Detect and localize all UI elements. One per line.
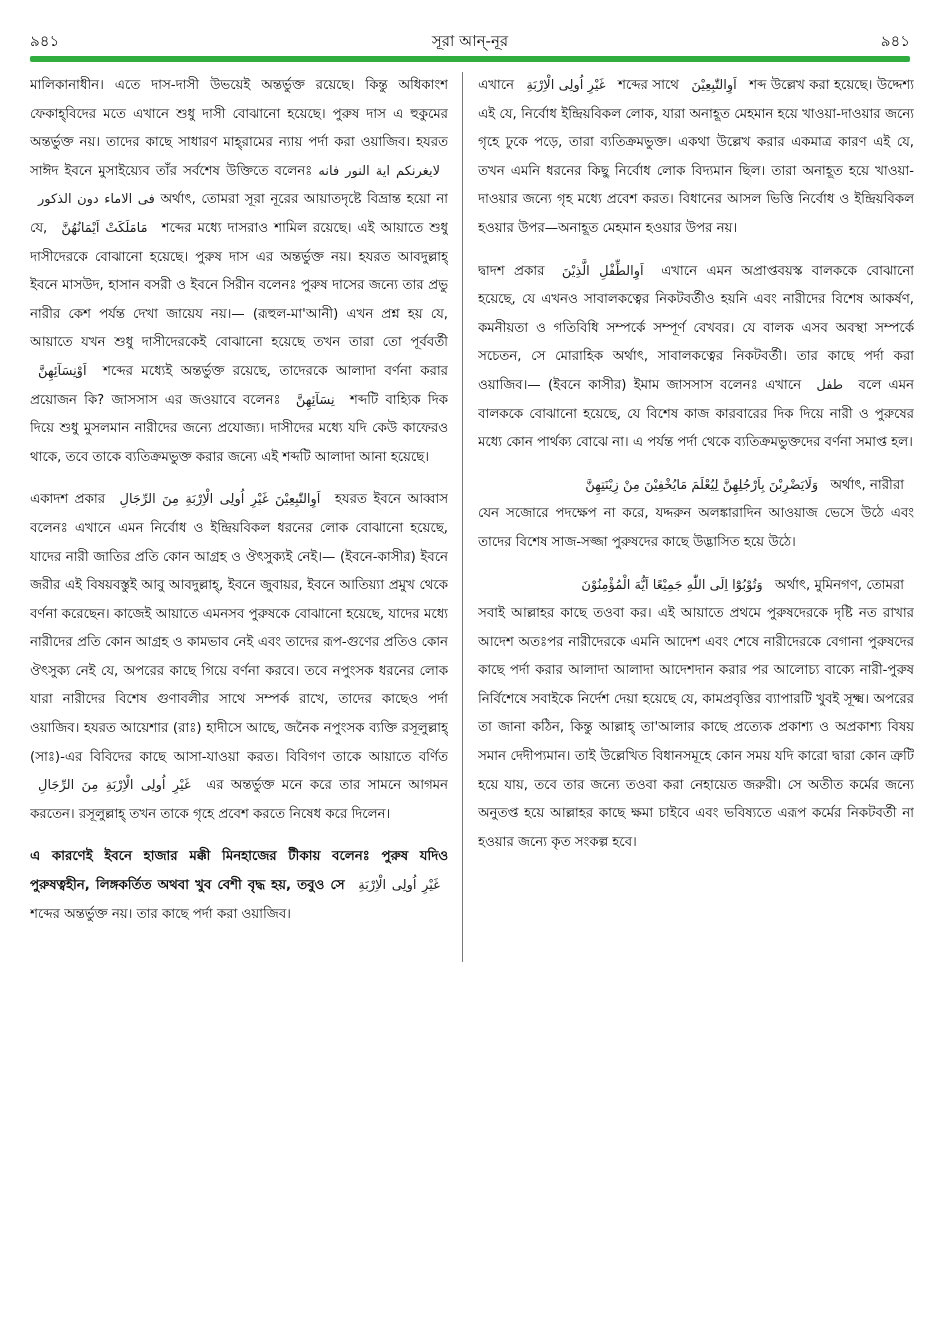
arabic-phrase: مَامَلَكَتْ اَيْمَانُهُنَّ	[61, 220, 148, 236]
arabic-phrase: لايغرنكم اية النور فانه فى الاماء دون الذكور	[38, 163, 440, 208]
arabic-phrase: غَيْرِ اُولِى الْاِرْبَةِ	[358, 878, 440, 894]
page-header	[30, 26, 910, 56]
arabic-phrase: غَيْرِ اُولِى الْاِرْبَةِ مِنَ الرِّجَالِ	[38, 778, 191, 794]
left-paragraph-3: এ কারণেই ইবনে হাজার মক্কী মিনহাজের টীকায় বলেনঃ পুরুষ যদিও পুরুষত্বহীন, লিঙ্গকর্তিত অথবা খুব বেশী বৃদ্ধ হয়, তবুও সে غَيْرِ اُولِى الْاِرْبَةِ শব্দের অন্তর্ভুক্ত নয়। তার কাছে পর্দা করা ওয়াজিব।	[30, 849, 448, 922]
right-paragraph-2: দ্বাদশ প্রকার اَوِالطِّفْلِ الَّذِيْنَ এখানে এমন অপ্রাপ্তবয়স্ক বালককে বোঝানো হয়েছে, যে এখনও সাবালকত্বের নিকটবর্তীও হয়নি এবং নারীদের বিশেষ আকর্ষণ, কমনীয়তা ও গতিবিধি সম্পর্কে সম্পূর্ণ বেখবর। যে বালক এসব অবস্থা সম্পর্কে সচেতন, সে মোরাহিক অর্থাৎ, সাবালকত্বের নিকটবর্তী। তার কাছে পর্দা করা ওয়াজিব।— (ইবনে কাসীর) ইমাম জাসসাস বলেনঃ এখানে طفل বলে এমন বালককে বোঝানো হয়েছে, যে বিশেষ কাজ কারবারের দিক দিয়ে নারী ও পুরুষের মধ্যে কোন পার্থক্য বোঝে না। এ পর্যন্ত পর্দা থেকে ব্যতিক্রমভুক্তদের বর্ণনা সমাপ্ত হল।	[478, 263, 914, 451]
right-column	[478, 72, 914, 962]
page-title: সূরা আন্-নূর	[431, 32, 509, 50]
page-number-right: ৯৪১	[880, 32, 910, 50]
arabic-phrase: اَوِالتّٰبِعِيْنَ	[691, 78, 737, 93]
arabic-phrase: اَوْنِسَآئِهِنَّ	[38, 363, 87, 379]
arabic-phrase: غَيْرِ اُولِى الْاِرْبَةِ	[526, 78, 606, 93]
left-paragraph-2: একাদশ প্রকার اَوِالتّٰبِعِيْنَ غَيْرِ اُولِى الْاِرْبَةِ مِنَ الرِّجَالِ হযরত ইবনে আব্বাস বলেনঃ এখানে এমন নির্বোধ ও ইন্দ্রিয়বিকল ধরনের লোক বোঝানো হয়েছে, যাদের নারী জাতির প্রতি কোন আগ্রহ ও ঔৎসুক্যই নেই।— (ইবনে-কাসীর) ইবনে জরীর এই বিষয়বস্তুই আবু আবদুল্লাহ্, ইবনে জুবায়র, ইবনে আতিয়্যা প্রমুখ থেকে বর্ণনা করেছেন। কাজেই আয়াতে এমনসব পুরুষকে বোঝানো হয়েছে, যাদের মধ্যে নারীদের প্রতি কোন আগ্রহ ও কামভাব নেই এবং তাদের রূপ-গুণের প্রতিও কোন ঔৎসুক্য নেই যে, অপরের কাছে গিয়ে বর্ণনা করবে। তবে নপুংসক ধরনের লোক যারা নারীদের বিশেষ গুণাবলীর সাথে সম্পর্ক রাখে, তাদের কাছেও পর্দা ওয়াজিব। হযরত আয়েশার (রাঃ) হাদীসে আছে, জনৈক নপুংসক ব্যক্তি রসূলুল্লাহ্ (সাঃ)-এর বিবিদের কাছে আসা-যাওয়া করত। বিবিগণ তাকে আয়াতে বর্ণিত غَيْرِ اُولِى الْاِرْبَةِ مِنَ الرِّجَالِ এর অন্তর্ভুক্ত মনে করে তার সামনে আগমন করতেন। রসূলুল্লাহ্ তখন তাকে গৃহে প্রবেশ করতে নিষেধ করে দিলেন।	[30, 492, 448, 822]
left-column	[30, 72, 448, 972]
page-number-left: ৯৪১	[30, 32, 60, 50]
arabic-phrase: اَوِالطِّفْلِ الَّذِيْنَ	[561, 263, 644, 279]
right-verse-1: وَلَايَضْرِبْنَ بِاَرْجُلِهِنَّ لِيُعْلَمَ مَايُخْفِيْنَ مِنْ زِيْنَتِهِنَّ অর্থাৎ, নারীরা	[478, 472, 914, 501]
arabic-phrase: وَتُوْبُوْٓا اِلَى اللّٰهِ جَمِيْعًا اَيُّهَ الْمُؤْمِنُوْنَ	[581, 577, 763, 593]
right-verse-2: وَتُوْبُوْٓا اِلَى اللّٰهِ جَمِيْعًا اَيُّهَ الْمُؤْمِنُوْنَ অর্থাৎ, মুমিনগণ, তোমরা	[478, 572, 914, 601]
right-paragraph-1: এখানে غَيْرِ اُولِى الْاِرْبَةِ শব্দের সাথে اَوِالتّٰبِعِيْنَ শব্দ উল্লেখ করা হয়েছে। উদ্দেশ্য এই যে, নির্বোধ ইন্দ্রিয়বিকল লোক, যারা অনাহূত মেহমান হয়ে খাওয়া-দাওয়ার জন্যে গৃহে ঢুকে পড়ে, তারা ব্যতিক্রমভুক্ত। একথা উল্লেখ করার একমাত্র কারণ এই যে, তখন এমনি ধরনের কিছু নির্বোধ লোক বিদ্যমান ছিল। তারা অনাহূত হয়ে খাওয়া-দাওয়ার জন্যে গৃহ মধ্যে প্রবেশ করত। বিধানের আসল ভিত্তি নির্বোধ ও ইন্দ্রিয়বিকল হওয়ার উপর—অনাহূত মেহমান হওয়ার উপর নয়।	[478, 78, 914, 236]
header-rule	[30, 56, 910, 62]
left-paragraph-1: মালিকানাধীন। এতে দাস-দাসী উভয়েই অন্তর্ভুক্ত রয়েছে। কিন্তু অধিকাংশ ফেকাহ্‌বিদের মতে এখানে শুধু দাসী বোঝানো হয়েছে। পুরুষ দাস এ হুকুমের অন্তর্ভুক্ত নয়। তাদের কাছে সাধারণ মাহ্‌রামের ন্যায় পর্দা করা ওয়াজিব। হযরত সাঈদ ইবনে মুসাইয়্যেব তাঁর সর্বশেষ উক্তিতে বলেনঃ لايغرنكم اية النور فانه فى الاماء دون الذكور অর্থাৎ, তোমরা সূরা নূরের আয়াতদৃষ্টে বিভ্রান্ত হয়ো না যে, مَامَلَكَتْ اَيْمَانُهُنَّ শব্দের মধ্যে দাসরাও শামিল রয়েছে। এই আয়াতে শুধু দাসীদেরকে বোঝানো হয়েছে। পুরুষ দাস এর অন্তর্ভুক্ত নয়। হযরত আবদুল্লাহ্ ইবনে মাসউদ, হাসান বসরী ও ইবনে সিরীন বলেনঃ পুরুষ দাসের জন্যে তার প্রভু নারীর কেশ পর্যন্ত দেখা জায়েয নয়।— (রূহুল-মা'আনী) এখন প্রশ্ন হয় যে, আয়াতে যখন শুধু দাসীদেরকেই বোঝানো হয়েছে তখন তারা তো পূর্ববর্তী اَوْنِسَآئِهِنَّ শব্দের মধ্যেই অন্তর্ভুক্ত রয়েছে, তাদেরকে আলাদা বর্ণনা করার প্রয়োজন কি? জাসসাস এর জওয়াবে বলেনঃ نِسَآئِهِنَّ শব্দটি বাহ্যিক দিক দিয়ে শুধু মুসলমান নারীদের জন্যে প্রযোজ্য। দাসীদের মধ্যে যদি কেউ কাফেরও থাকে, তবে তাকে ব্যতিক্রমভুক্ত করার জন্যে এই শব্দটি আলাদা আনা হয়েছে।	[30, 78, 448, 465]
right-paragraph-3: যেন সজোরে পদক্ষেপ না করে, যদ্দরুন অলঙ্কারাদিন আওয়াজ ভেসে উঠে এবং তাদের বিশেষ সাজ-সজ্জা পুরুষদের কাছে উদ্ভাসিত হয়ে উঠে।	[478, 506, 914, 550]
right-paragraph-4: সবাই আল্লাহর কাছে তওবা কর। এই আয়াতে প্রথমে পুরুষদেরকে দৃষ্টি নত রাখার আদেশ অতঃপর নারীদেরকে এমনি আদেশ এবং শেষে নারীদেরকে বেগানা পুরুষদের কাছে পর্দা করার আলাদা আলাদা আদেশদান করার পর আলোচ্য বাক্যে নারী-পুরুষ নির্বিশেষে সবাইকে নির্দেশ দেয়া হয়েছে যে, কামপ্রবৃত্তির ব্যাপারটি খুবই সূক্ষ্ম। অপরের তা জানা কঠিন, কিন্তু আল্লাহ্ তা'আলার কাছে প্রত্যেক প্রকাশ্য ও অপ্রকাশ্য বিষয় সমান দেদীপ্যমান। তাই উল্লেখিত বিধানসমূহে কোন সময় যদি কারো দ্বারা কোন ত্রুটি হয়ে যায়, তবে তার জন্যে তওবা করা নেহায়েত জরুরী। সে অতীত কর্মের জন্যে অনুতপ্ত হয়ে আল্লাহর কাছে ক্ষমা চাইবে এবং ভবিষ্যতে এরূপ কর্মের নিকটবর্তী না হওয়ার জন্যে কৃত সংকল্প হবে।	[478, 606, 914, 850]
arabic-phrase: نِسَآئِهِنَّ	[295, 392, 335, 408]
arabic-phrase: وَلَايَضْرِبْنَ بِاَرْجُلِهِنَّ لِيُعْلَمَ مَايُخْفِيْنَ مِنْ زِيْنَتِهِنَّ	[585, 477, 819, 493]
arabic-phrase: اَوِالتّٰبِعِيْنَ غَيْرِ اُولِى الْاِرْبَةِ مِنَ الرِّجَالِ	[119, 492, 321, 508]
arabic-phrase: طفل	[816, 377, 844, 393]
column-divider	[462, 72, 463, 962]
